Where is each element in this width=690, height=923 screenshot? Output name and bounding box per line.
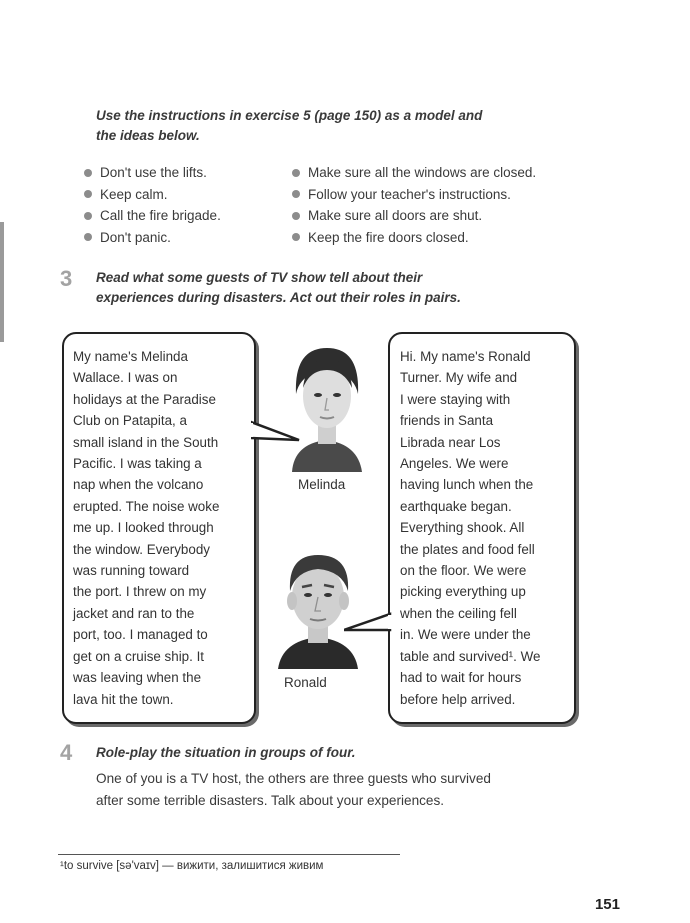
page-number: 151 (594, 896, 620, 913)
exercise-4-line-2: after some terrible disasters. Talk about your experiences. (96, 793, 445, 808)
list-item: Don't panic. (84, 227, 221, 249)
exercise-4-number: 4 (60, 740, 73, 765)
bullet-icon (84, 233, 92, 241)
bullet-icon (84, 190, 92, 198)
instructions-intro (96, 106, 566, 146)
ronald-speech-bubble (388, 332, 576, 724)
ronald-story: Hi. My name's Ronald Turner. My wife and I were staying with friends in Santa Librada near Los Angeles. We were having lunch when the earthquake began. Everything shook. All the plates and food fell on the floor. We were picking everything up when the ceiling fell in. We were under the table and survived¹. We had to wait for hours before help arrived. (400, 349, 541, 707)
list-item: Follow your teacher's instructions. (292, 184, 536, 206)
ronald-portrait (272, 545, 364, 669)
bullet-icon (84, 212, 92, 220)
melinda-speech-bubble (62, 332, 256, 724)
list-item: Keep calm. (84, 184, 221, 206)
list-item: Call the fire brigade. (84, 205, 221, 227)
intro-line-1: Use the instructions in exercise 5 (page 150) as a model and (96, 108, 483, 123)
footnote: ¹to survive [sə'vaɪv] — вижити, залишитися живим (60, 860, 324, 872)
melinda-caption: Melinda (298, 477, 346, 492)
bullet-icon (292, 169, 300, 177)
melinda-portrait (282, 340, 372, 472)
bullet-icon (292, 233, 300, 241)
list-item: Make sure all doors are shut. (292, 205, 536, 227)
exercise-4-line-1: One of you is a TV host, the others are three guests who survived (96, 771, 491, 786)
bullet-icon (292, 190, 300, 198)
margin-marker (0, 222, 4, 342)
ideas-list-right (292, 162, 536, 248)
bullet-icon (84, 169, 92, 177)
list-item: Make sure all the windows are closed. (292, 162, 536, 184)
bullet-icon (292, 212, 300, 220)
exercise-3-title-line-1: Read what some guests of TV show tell about their (96, 270, 423, 285)
ideas-list-left (84, 162, 221, 248)
list-item: Don't use the lifts. (84, 162, 221, 184)
melinda-story: My name's Melinda Wallace. I was on holidays at the Paradise Club on Patapita, a small island in the South Pacific. I was taking a nap when the volcano erupted. The noise woke me up. I looked through the window. Everybody was running toward the port. I threw on my jacket and ran to the port, too. I managed to get on a cruise ship. It was leaving when the lava hit the town. (73, 349, 220, 707)
exercise-3-number: 3 (60, 266, 73, 291)
exercise-4-title: Role-play the situation in groups of four. (96, 745, 356, 760)
intro-line-2: the ideas below. (96, 128, 200, 143)
exercise-3-title (96, 268, 576, 308)
footnote-divider (58, 854, 400, 855)
exercise-3-title-line-2: experiences during disasters. Act out their roles in pairs. (96, 290, 461, 305)
ronald-caption: Ronald (284, 675, 327, 690)
exercise-4-body (96, 768, 576, 812)
list-item: Keep the fire doors closed. (292, 227, 536, 249)
